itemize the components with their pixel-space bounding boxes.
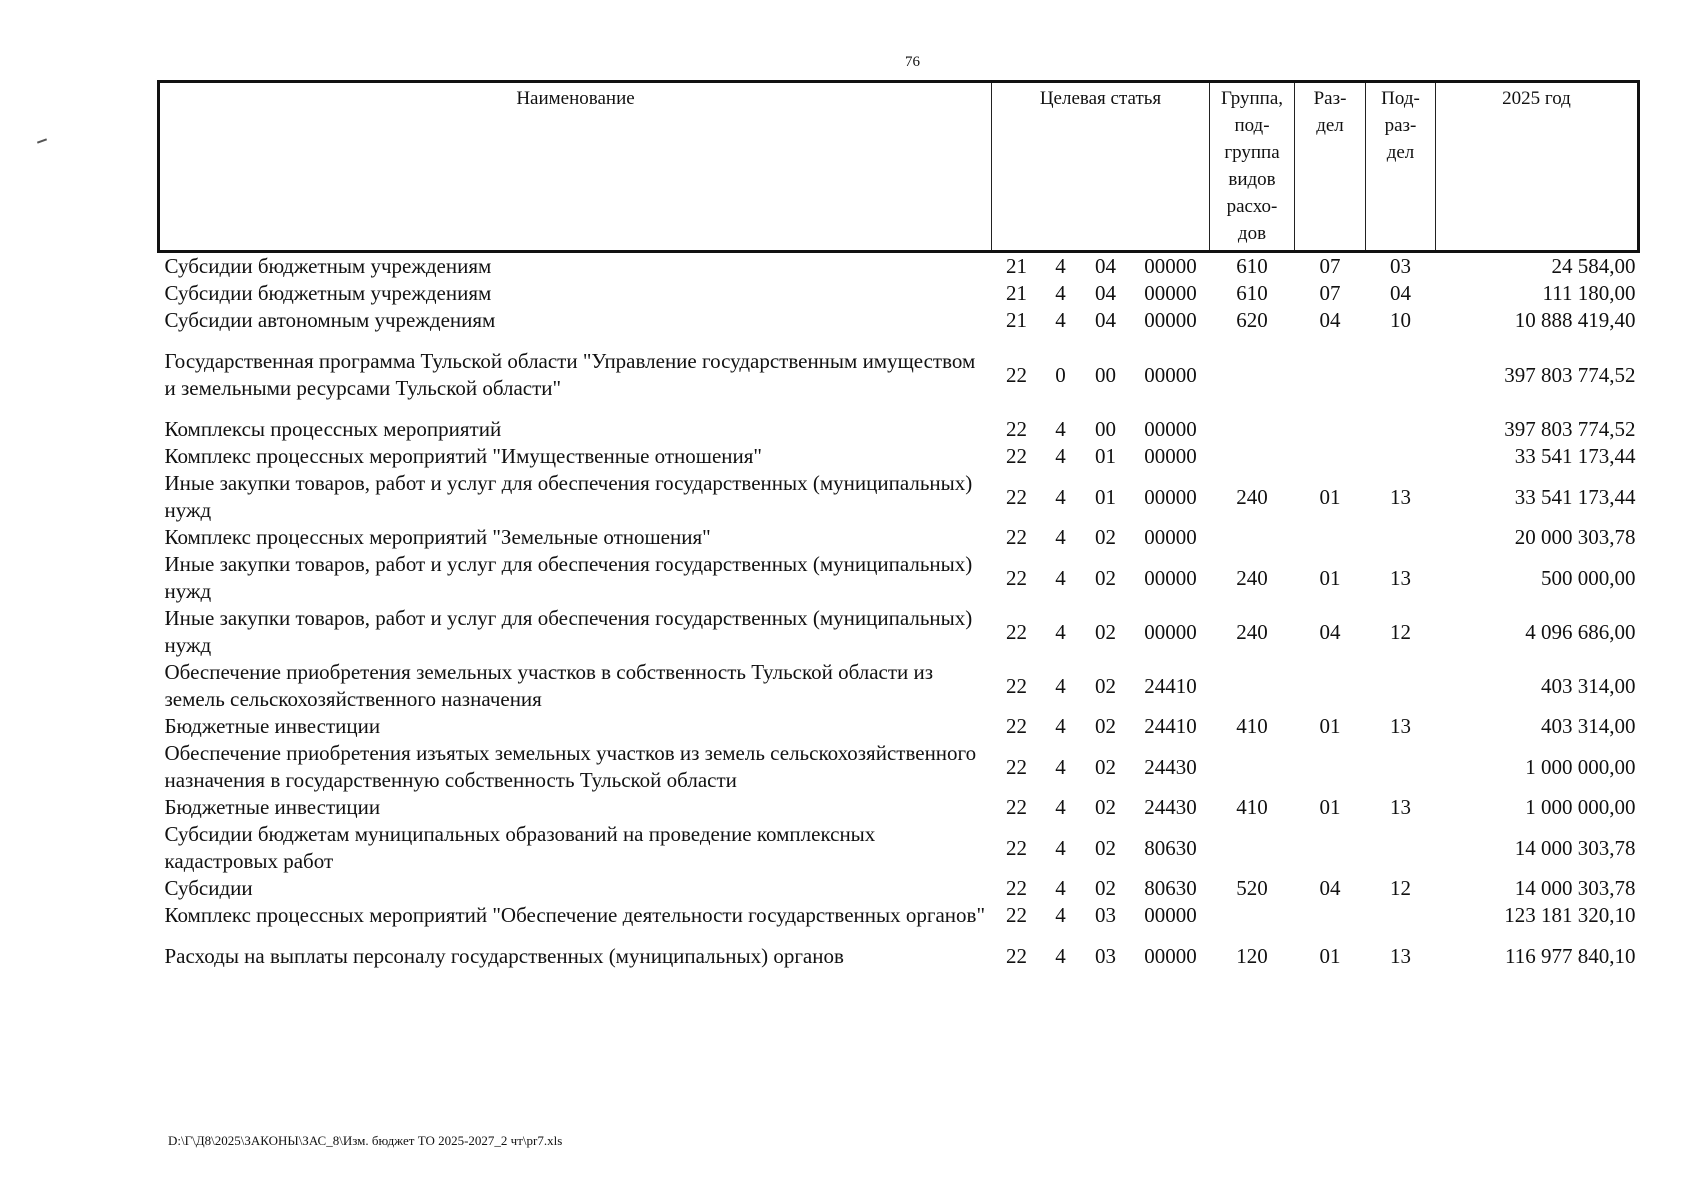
row-name: Субсидии бюджетам муниципальных образований на проведение комплексных кадастровых работ [164,822,876,873]
target-article-complex: 03 [1095,903,1116,927]
subsection-code: 03 [1390,254,1411,278]
row-name: Субсидии [164,876,253,900]
target-article-complex: 03 [1095,944,1116,968]
header-row [159,82,1639,252]
target-article-type: 4 [1055,754,1066,779]
amount-2025: 403 314,00 [1541,673,1636,698]
target-article-direction: 00000 [1144,944,1197,968]
target-article-program: 22 [1006,944,1027,968]
target-article-type: 4 [1055,565,1066,590]
target-article-program: 22 [1006,362,1027,387]
target-article-complex: 02 [1095,673,1116,698]
target-article-complex: 04 [1095,254,1116,278]
amount-2025: 111 180,00 [1542,281,1636,305]
section-code [1295,740,1366,794]
target-article-type: 4 [1055,444,1066,468]
table-body [159,252,1639,971]
target-article-program: 22 [1006,795,1027,819]
target-article-type: 4 [1055,835,1066,860]
expense-group-code: 610 [1236,281,1268,305]
subsection-code [1366,402,1436,443]
subsection-code: 13 [1390,944,1411,968]
subsection-code [1366,443,1436,470]
target-article-type: 4 [1055,254,1066,278]
expense-group-code: 410 [1236,795,1268,819]
section-code: 04 [1319,619,1341,644]
target-article-program: 22 [1006,903,1027,927]
amount-2025: 1 000 000,00 [1525,754,1636,779]
table-row [159,551,1639,605]
expense-group-code: 240 [1236,565,1268,590]
table-row [159,740,1639,794]
target-article-direction: 00000 [1144,525,1197,549]
table-row [159,443,1639,470]
expense-group-code [1210,902,1295,929]
subsection-code: 04 [1390,281,1411,305]
subsection-code [1366,524,1436,551]
amount-2025: 500 000,00 [1541,565,1636,590]
amount-2025: 1 000 000,00 [1525,795,1636,819]
amount-2025: 33 541 173,44 [1514,484,1636,509]
target-article-type: 4 [1055,525,1066,549]
table-row [159,252,1639,281]
target-article-direction: 24410 [1144,714,1197,738]
target-article-complex: 04 [1095,308,1116,332]
subsection-code [1366,334,1436,402]
section-code: 01 [1319,795,1341,819]
table-row [159,875,1639,902]
target-article-type: 4 [1055,281,1066,305]
header-year: 2025 год [1436,82,1639,252]
target-article-complex: 02 [1095,795,1116,819]
row-name: Комплекс процессных мероприятий "Земельные отношения" [164,525,711,549]
target-article-type: 4 [1055,619,1066,644]
target-article-direction: 00000 [1144,484,1197,509]
target-article-direction: 00000 [1144,619,1197,644]
row-name: Бюджетные инвестиции [164,714,381,738]
target-article-type: 4 [1055,673,1066,698]
amount-2025: 397 803 774,52 [1504,417,1636,441]
table-row [159,524,1639,551]
section-code [1295,902,1366,929]
target-article-type: 4 [1055,903,1066,927]
target-article-direction: 00000 [1144,362,1197,387]
subsection-code [1366,902,1436,929]
amount-2025: 24 584,00 [1551,254,1636,278]
target-article-program: 22 [1006,417,1027,441]
header-expense-group: Группа, под- группа видов расхо- дов [1210,82,1295,252]
target-article-complex: 02 [1095,525,1116,549]
target-article-complex: 01 [1095,484,1116,509]
table-row [159,402,1639,443]
row-name: Субсидии бюджетным учреждениям [164,281,492,305]
header-target-article: Целевая статья [992,82,1210,252]
row-name: Иные закупки товаров, работ и услуг для обеспечения государственных (муниципальных) нужд [164,552,973,603]
subsection-code: 12 [1390,619,1411,644]
subsection-code: 10 [1390,308,1411,332]
section-code [1295,334,1366,402]
target-article-type: 4 [1055,417,1066,441]
row-name: Государственная программа Тульской области "Управление государственным имуществом и земельными ресурсами Тульской области" [164,349,976,400]
row-name: Субсидии бюджетным учреждениям [164,254,492,278]
row-name: Бюджетные инвестиции [164,795,381,819]
target-article-type: 4 [1055,714,1066,738]
header-name: Наименование [159,82,992,252]
row-name: Иные закупки товаров, работ и услуг для обеспечения государственных (муниципальных) нужд [164,471,973,522]
target-article-direction: 80630 [1144,835,1197,860]
header-subsection: Под- раз- дел [1366,82,1436,252]
amount-2025: 20 000 303,78 [1514,525,1636,549]
expense-group-code [1210,334,1295,402]
target-article-type: 0 [1055,362,1066,387]
table-row [159,605,1639,659]
target-article-complex: 02 [1095,619,1116,644]
section-code: 04 [1319,876,1341,900]
target-article-direction: 24430 [1144,754,1197,779]
target-article-type: 4 [1055,795,1066,819]
page-number: 76 [905,54,920,70]
target-article-complex: 00 [1095,362,1116,387]
amount-2025: 123 181 320,10 [1504,903,1636,927]
amount-2025: 403 314,00 [1541,714,1636,738]
amount-2025: 116 977 840,10 [1505,944,1636,968]
row-name: Комплекс процессных мероприятий "Имущественные отношения" [164,444,762,468]
row-name: Обеспечение приобретения земельных участков в собственность Тульской области из земель сельскохозяйственного назначения [164,660,934,711]
row-name: Расходы на выплаты персоналу государственных (муниципальных) органов [164,944,844,968]
table-row [159,821,1639,875]
target-article-complex: 02 [1095,714,1116,738]
target-article-complex: 04 [1095,281,1116,305]
target-article-program: 22 [1006,876,1027,900]
subsection-code [1366,821,1436,875]
expense-group-code: 120 [1236,944,1268,968]
section-code [1295,524,1366,551]
table-row [159,659,1639,713]
target-article-direction: 00000 [1144,565,1197,590]
target-article-type: 4 [1055,876,1066,900]
target-article-program: 22 [1006,525,1027,549]
target-article-program: 21 [1006,281,1027,305]
target-article-complex: 02 [1095,835,1116,860]
footer-file-path: D:\Г\Д8\2025\ЗАКОНЫ\ЗАС_8\Изм. бюджет ТО 2025-2027_2 чт\pr7.xls [168,1133,563,1148]
section-code: 01 [1319,484,1341,509]
target-article-type: 4 [1055,484,1066,509]
subsection-code: 13 [1390,565,1411,590]
target-article-complex: 00 [1095,417,1116,441]
target-article-direction: 80630 [1144,876,1197,900]
target-article-complex: 01 [1095,444,1116,468]
expense-group-code [1210,402,1295,443]
target-article-complex: 02 [1095,754,1116,779]
expense-group-code: 240 [1236,619,1268,644]
row-name: Иные закупки товаров, работ и услуг для обеспечения государственных (муниципальных) нужд [164,606,973,657]
table-row [159,307,1639,334]
target-article-direction: 24410 [1144,673,1197,698]
target-article-program: 22 [1006,619,1027,644]
section-code [1295,443,1366,470]
target-article-direction: 00000 [1144,281,1197,305]
target-article-program: 22 [1006,673,1027,698]
expense-group-code [1210,659,1295,713]
row-name: Субсидии автономным учреждениям [164,308,496,332]
expense-group-code: 620 [1236,308,1268,332]
amount-2025: 14 000 303,78 [1514,876,1636,900]
subsection-code [1366,740,1436,794]
section-code: 07 [1319,254,1341,278]
header-section: Раз- дел [1295,82,1366,252]
target-article-type: 4 [1055,308,1066,332]
subsection-code: 13 [1390,484,1411,509]
expense-group-code: 410 [1236,714,1268,738]
target-article-program: 22 [1006,484,1027,509]
subsection-code: 13 [1390,714,1411,738]
section-code: 07 [1319,281,1341,305]
target-article-program: 22 [1006,754,1027,779]
target-article-direction: 00000 [1144,903,1197,927]
target-article-direction: 00000 [1144,254,1197,278]
amount-2025: 4 096 686,00 [1525,619,1636,644]
section-code: 01 [1319,944,1341,968]
target-article-program: 22 [1006,714,1027,738]
subsection-code: 12 [1390,876,1411,900]
section-code: 04 [1319,308,1341,332]
section-code: 01 [1319,565,1341,590]
amount-2025: 33 541 173,44 [1514,444,1636,468]
table-row [159,334,1639,402]
target-article-program: 22 [1006,565,1027,590]
expense-group-code [1210,443,1295,470]
target-article-direction: 00000 [1144,417,1197,441]
section-code [1295,659,1366,713]
table-row [159,280,1639,307]
amount-2025: 14 000 303,78 [1514,835,1636,860]
target-article-direction: 24430 [1144,795,1197,819]
subsection-code [1366,659,1436,713]
table-row [159,929,1639,970]
target-article-complex: 02 [1095,565,1116,590]
table-row [159,470,1639,524]
expense-group-code [1210,740,1295,794]
target-article-direction: 00000 [1144,444,1197,468]
budget-table [157,80,1640,970]
target-article-program: 21 [1006,308,1027,332]
expense-group-code: 610 [1236,254,1268,278]
subsection-code: 13 [1390,795,1411,819]
section-code [1295,821,1366,875]
expense-group-code: 240 [1236,484,1268,509]
row-name: Комплекс процессных мероприятий "Обеспечение деятельности государственных органов" [164,903,986,927]
table-row [159,902,1639,929]
target-article-complex: 02 [1095,876,1116,900]
expense-group-code [1210,821,1295,875]
section-code [1295,402,1366,443]
expense-group-code: 520 [1236,876,1268,900]
table-row [159,794,1639,821]
amount-2025: 10 888 419,40 [1514,308,1636,332]
target-article-direction: 00000 [1144,308,1197,332]
section-code: 01 [1319,714,1341,738]
target-article-type: 4 [1055,944,1066,968]
expense-group-code [1210,524,1295,551]
amount-2025: 397 803 774,52 [1504,362,1636,387]
row-name: Комплексы процессных мероприятий [164,417,502,441]
row-name: Обеспечение приобретения изъятых земельных участков из земель сельскохозяйственного назначения в государственную собственность Тульской области [164,741,977,792]
target-article-program: 22 [1006,444,1027,468]
scan-mark [37,138,47,143]
target-article-program: 21 [1006,254,1027,278]
target-article-program: 22 [1006,835,1027,860]
table-row [159,713,1639,740]
